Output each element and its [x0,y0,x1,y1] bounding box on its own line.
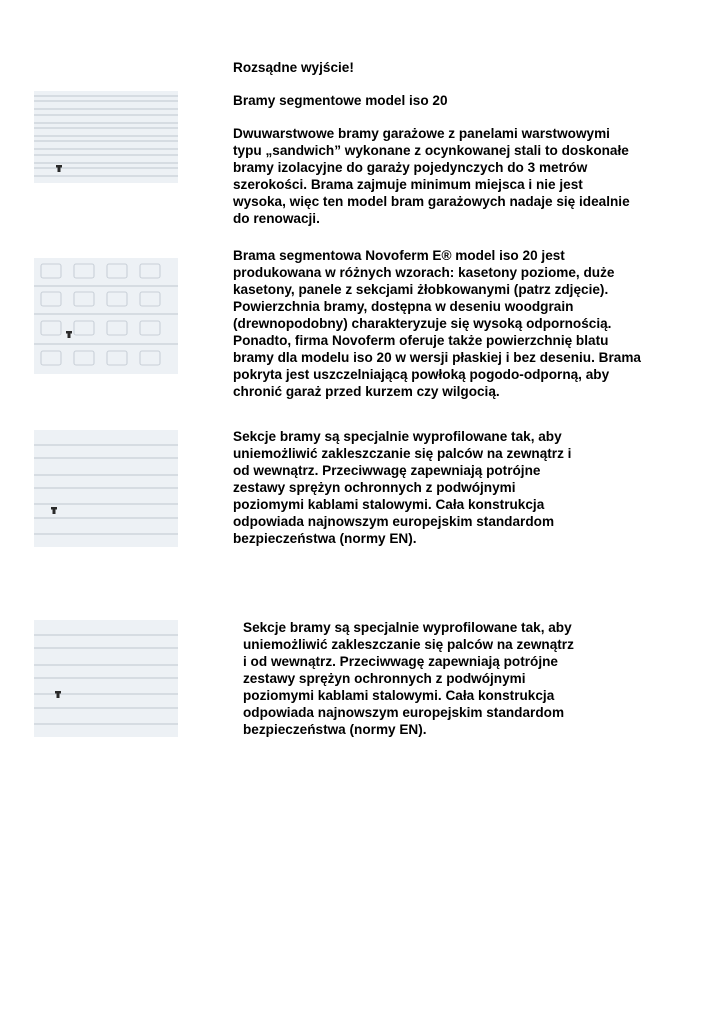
paragraph-4-line: zestawy sprężyn ochronnych z podwójnymi [243,671,526,686]
door-cassette-photo [34,258,178,374]
paragraph-2-line: produkowana w różnych wzorach: kasetony poziome, duże [233,265,615,280]
paragraph-3-line: poziomymi kablami stalowymi. Cała konstrukcja [233,497,545,512]
paragraph-4-line: uniemożliwić zakleszczanie się palców na zewnątrz [243,637,574,652]
paragraph-2-line: Brama segmentowa Novoferm E® model iso 20 jest [233,248,565,263]
paragraph-4-line: bezpieczeństwa (normy EN). [243,722,427,737]
paragraph-4-line: poziomymi kablami stalowymi. Cała konstrukcja [243,688,555,703]
door-wide-groove-photo-2 [34,620,178,737]
paragraph-2-line: bramy dla modelu iso 20 w wersji płaskiej i bez deseniu. Brama [233,350,641,365]
paragraph-1-line: do renowacji. [233,211,320,226]
paragraph-3-line: zestawy sprężyn ochronnych z podwójnymi [233,480,516,495]
paragraph-4-line: i od wewnątrz. Przeciwwagę zapewniają potrójne [243,654,558,669]
paragraph-2-line: chronić garaż przed kurzem czy wilgocią. [233,384,500,399]
paragraph-2-line: pokryta jest uszczelniającą powłoką pogodo-odporną, aby [233,367,610,382]
paragraph-3-line: odpowiada najnowszym europejskim standardom [233,514,555,529]
paragraph-3-line: uniemożliwić zakleszczanie się palców na zewnątrz i [233,446,572,461]
door-ribbed-photo [34,91,178,183]
model-title: Bramy segmentowe model iso 20 [233,93,448,108]
paragraph-1-line: Dwuwarstwowe bramy garażowe z panelami warstwowymi [233,126,610,141]
paragraph-2-line: (drewnopodobny) charakteryzuje się wysoką odpornością. [233,316,612,331]
paragraph-2-line: Ponadto, firma Novoferm oferuje także powierzchnię blatu [233,333,609,348]
paragraph-1-line: szerokości. Brama zajmuje minimum miejsca i nie jest [233,177,583,192]
paragraph-4-line: Sekcje bramy są specjalnie wyprofilowane tak, aby [243,620,572,635]
paragraph-4-line: odpowiada najnowszym europejskim standardom [243,705,565,720]
paragraph-1-line: bramy izolacyjne do garaży pojedynczych do 3 metrów [233,160,588,175]
paragraph-3-line: bezpieczeństwa (normy EN). [233,531,417,546]
paragraph-3-line: Sekcje bramy są specjalnie wyprofilowane tak, aby [233,429,562,444]
paragraph-1-line: typu „sandwich” wykonane z ocynkowanej stali to doskonałe [233,143,629,158]
door-wide-groove-photo [34,430,178,547]
paragraph-2-line: Powierzchnia bramy, dostępna w deseniu woodgrain [233,299,574,314]
paragraph-2-line: kasetony, panele z sekcjami żłobkowanymi (patrz zdjęcie). [233,282,609,297]
paragraph-3-line: od wewnątrz. Przeciwwagę zapewniają potrójne [233,463,541,478]
heading: Rozsądne wyjście! [233,60,354,75]
paragraph-1-line: wysoka, więc ten model bram garażowych nadaje się idealnie [233,194,630,209]
